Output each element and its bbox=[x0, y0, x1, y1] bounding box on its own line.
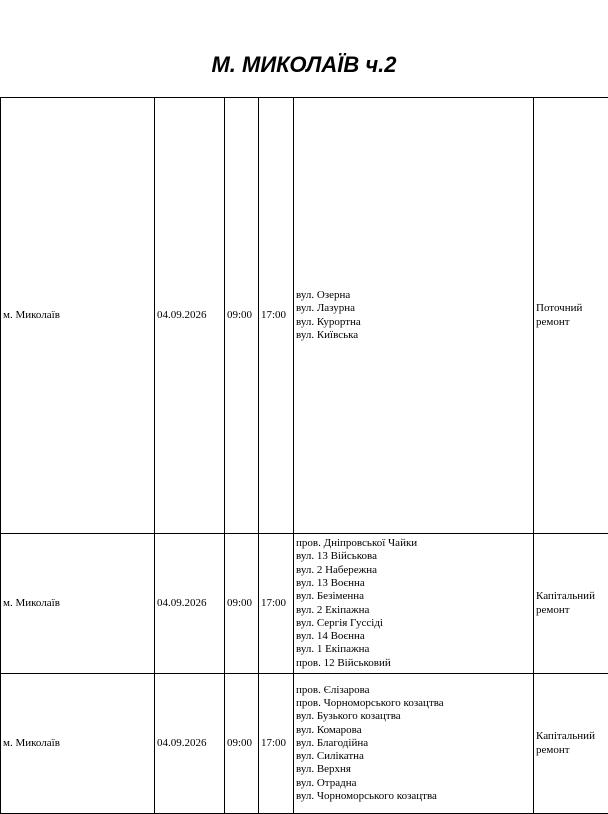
work-type-cell: Капітальний ремонт bbox=[534, 534, 608, 674]
street-item: вул. Озерна bbox=[296, 289, 531, 302]
street-item: вул. Безіменна bbox=[296, 590, 531, 603]
street-item: вул. 13 Військова bbox=[296, 550, 531, 563]
page-title: М. МИКОЛАЇВ ч.2 bbox=[0, 52, 608, 78]
street-item: пров. Чорноморського козацтва bbox=[296, 697, 531, 710]
street-item: вул. Комарова bbox=[296, 724, 531, 737]
street-item: пров. 12 Військовий bbox=[296, 657, 531, 670]
city-cell: м. Миколаїв bbox=[1, 98, 155, 534]
work-type-cell: Поточний ремонт bbox=[534, 98, 608, 534]
streets-cell bbox=[294, 98, 534, 534]
street-item: пров. Дніпровської Чайки bbox=[296, 537, 531, 550]
table-row bbox=[1, 98, 608, 534]
street-item: вул. 2 Екіпажна bbox=[296, 604, 531, 617]
street-item: вул. Курортна bbox=[296, 316, 531, 329]
end-time-cell: 17:00 bbox=[259, 98, 294, 534]
street-item: вул. Отрадна bbox=[296, 777, 531, 790]
streets-cell bbox=[294, 674, 534, 814]
table-row bbox=[1, 674, 608, 814]
street-item: вул. Верхня bbox=[296, 763, 531, 776]
start-time-cell: 09:00 bbox=[225, 98, 259, 534]
end-time-cell: 17:00 bbox=[259, 534, 294, 674]
outage-schedule-table bbox=[0, 97, 608, 814]
street-item: вул. Благодійна bbox=[296, 737, 531, 750]
date-cell: 04.09.2026 bbox=[155, 674, 225, 814]
street-item: пров. Єлізарова bbox=[296, 684, 531, 697]
street-item: вул. 13 Воєнна bbox=[296, 577, 531, 590]
city-cell: м. Миколаїв bbox=[1, 674, 155, 814]
street-item: вул. Лазурна bbox=[296, 302, 531, 315]
street-item: вул. 2 Набережна bbox=[296, 564, 531, 577]
start-time-cell: 09:00 bbox=[225, 534, 259, 674]
city-cell: м. Миколаїв bbox=[1, 534, 155, 674]
work-type-cell: Капітальний ремонт bbox=[534, 674, 608, 814]
street-item: вул. Бузького козацтва bbox=[296, 710, 531, 723]
street-item: вул. Сергія Гуссіді bbox=[296, 617, 531, 630]
street-item: вул. Силікатна bbox=[296, 750, 531, 763]
street-item: вул. 14 Воєнна bbox=[296, 630, 531, 643]
streets-cell bbox=[294, 534, 534, 674]
street-item: вул. 1 Екіпажна bbox=[296, 643, 531, 656]
street-item: вул. Чорноморського козацтва bbox=[296, 790, 531, 803]
start-time-cell: 09:00 bbox=[225, 674, 259, 814]
table-row bbox=[1, 534, 608, 674]
date-cell: 04.09.2026 bbox=[155, 534, 225, 674]
end-time-cell: 17:00 bbox=[259, 674, 294, 814]
date-cell: 04.09.2026 bbox=[155, 98, 225, 534]
street-item: вул. Київська bbox=[296, 329, 531, 342]
